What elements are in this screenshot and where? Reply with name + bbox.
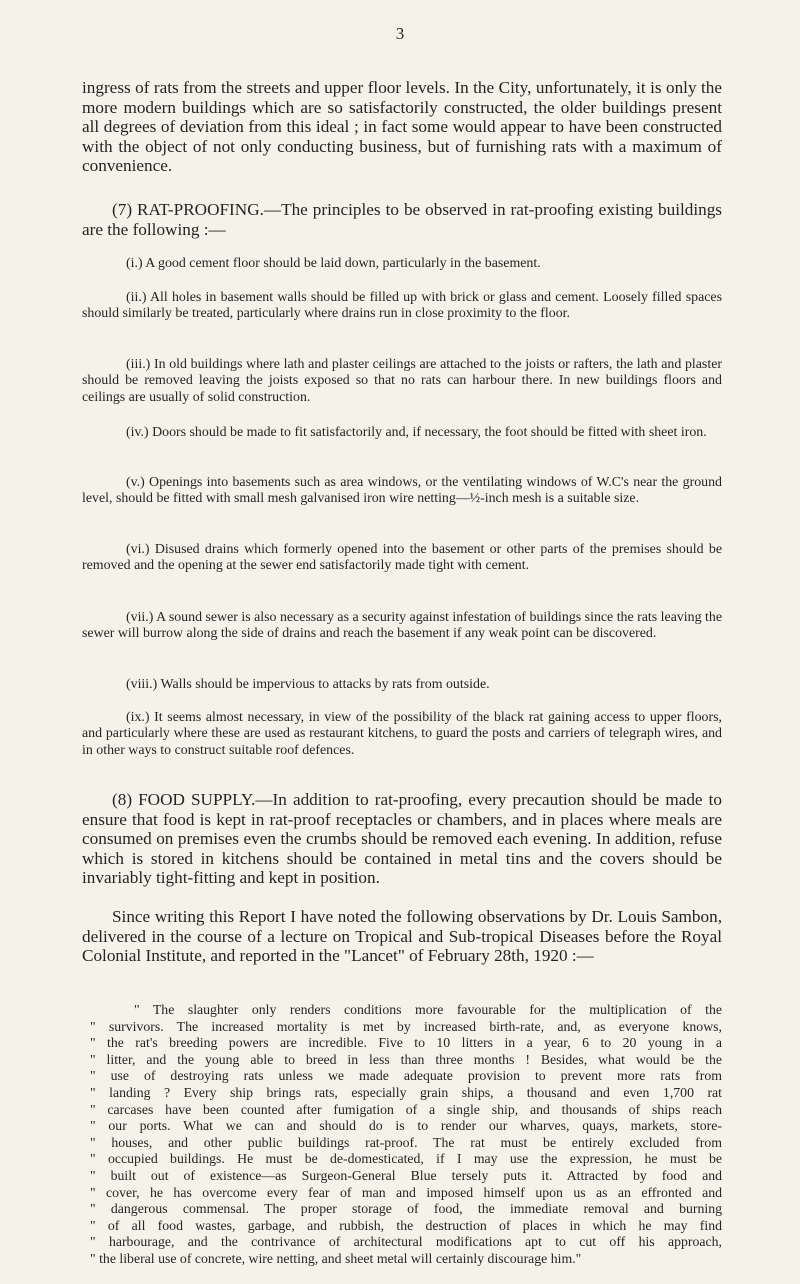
rat-proofing-item-6 [82,542,722,575]
quote-line: " of all food wastes, garbage, and rubbish, the destruction of places in which he may find [90,1217,722,1233]
quote-line: " litter, and the young able to breed in less than three months ! Besides, what would be the [90,1051,722,1067]
quote-line: " the rat's breeding powers are incredible. Five to 10 litters in a year, 6 to 20 young in a [90,1035,722,1051]
rat-proofing-item-text: (ii.) All holes in basement walls should be filled up with brick or glass and cement. Loosely filled spaces should similarly be treated, particularly where drains run in close proximity to the floor. [82,290,722,322]
since-writing-text: Since writing this Report I have noted the following observations by Dr. Louis Sambon, delivered in the course of a lecture on Tropical and Sub-tropical Diseases before the Royal Colonial Institute, and reported in the "Lancet" of February 28th, 1920 :— [82,907,722,965]
rat-proofing-item-text: (vi.) Disused drains which formerly opened into the basement or other parts of the premises should be removed and the opening at the sewer end satisfactorily made tight with cement. [82,542,722,574]
rat-proofing-item-text: (vii.) A sound sewer is also necessary as a security against infestation of buildings since the rats leaving the sewer will burrow along the side of drains and reach the basement if any weak point can be discovered. [82,610,722,642]
quote-line: " landing ? Every ship brings rats, especially grain ships, a thousand and even 1,700 rat [90,1084,722,1100]
quote-line: " cover, he has overcome every fear of man and imposed himself upon us as an effronted and [90,1184,722,1200]
quote-line: " harbourage, and the contrivance of architectural modifications apt to cut off his approach, [90,1234,722,1250]
rat-proofing-item-text: (iv.) Doors should be made to fit satisfactorily and, if necessary, the foot should be fitted with sheet iron. [126,425,707,440]
quote-line: " carcases have been counted after fumigation of a single ship, and thousands of ships reach [90,1101,722,1117]
since-writing-paragraph [82,907,722,966]
rat-proofing-item-4 [82,425,722,441]
quote-line: " our ports. What we can and should do is to render our wharves, quays, markets, store- [90,1118,722,1134]
quote-line: " use of destroying rats unless we made adequate provision to prevent more rats from [90,1068,722,1084]
food-supply-paragraph [82,790,722,888]
rat-proofing-item-text: (iii.) In old buildings where lath and plaster ceilings are attached to the joists or rafters, the lath and plaster should be removed leaving the joists exposed so that no rats can harbour there. In new buildings floors and ceilings are usually of solid construction. [82,357,722,405]
rat-proofing-item-text: (v.) Openings into basements such as area windows, or the ventilating windows of W.C's near the ground level, should be fitted with small mesh galvanised iron wire netting—½-inch mesh is a suitable size. [82,475,722,507]
quote-line: " survivors. The increased mortality is met by increased birth-rate, and, as everyone knows, [90,1018,722,1034]
food-supply-text: (8) FOOD SUPPLY.—In addition to rat-proofing, every precaution should be made to ensure that food is kept in rat-proof receptacles or chambers, and in places where meals are consumed on premises even the crumbs should be removed each evening. In addition, refuse which is stored in kitchens should be contained in metal tins and the covers should be invariably tight-fitting and kept in position. [82,790,722,887]
intro-paragraph-text: ingress of rats from the streets and upper floor levels. In the City, unfortunately, it is only the more modern buildings which are so satisfactorily constructed, the older buildings present all degrees of deviation from this ideal ; in fact some would appear to have been constructed with the object of not only conducting business, but of furnishing rats with a maximum of convenience. [82,78,722,175]
rat-proofing-item-7 [82,610,722,643]
quote-line: " the liberal use of concrete, wire netting, and sheet metal will certainly discourage him." [90,1250,582,1266]
rat-proofing-item-5 [82,475,722,508]
rat-proofing-item-1 [82,256,722,272]
rat-proofing-item-3 [82,357,722,406]
quote-line: " houses, and other public buildings rat-proof. The rat must be entirely excluded from [90,1134,722,1150]
quote-line: " built out of existence—as Surgeon-General Blue tersely puts it. Attracted by food and [90,1167,722,1183]
rat-proofing-item-2 [82,290,722,323]
quote-line: " occupied buildings. He must be de-domesticated, if I may use the expression, he must be [90,1151,722,1167]
rat-proofing-heading-text: (7) RAT-PROOFING.—The principles to be observed in rat-proofing existing buildings are the following :— [82,200,722,239]
rat-proofing-item-text: (viii.) Walls should be impervious to attacks by rats from outside. [126,677,490,692]
sambon-quotation [82,1002,722,1268]
rat-proofing-item-9 [82,710,722,759]
rat-proofing-item-text: (i.) A good cement floor should be laid down, particularly in the basement. [126,256,541,271]
page-number: 3 [395,24,405,43]
quote-line: " The slaughter only renders conditions more favourable for the multiplication of the [134,1002,722,1017]
rat-proofing-item-8 [82,677,722,693]
quote-line: " dangerous commensal. The proper storage of food, the immediate removal and burning [90,1201,722,1217]
rat-proofing-heading [82,200,722,239]
rat-proofing-item-text: (ix.) It seems almost necessary, in view of the possibility of the black rat gaining access to upper floors, and particularly where these are used as restaurant kitchens, to guard the posts and carriers of telegraph wires, and in other ways to construct suitable roof defences. [82,710,722,758]
intro-paragraph [82,78,722,176]
